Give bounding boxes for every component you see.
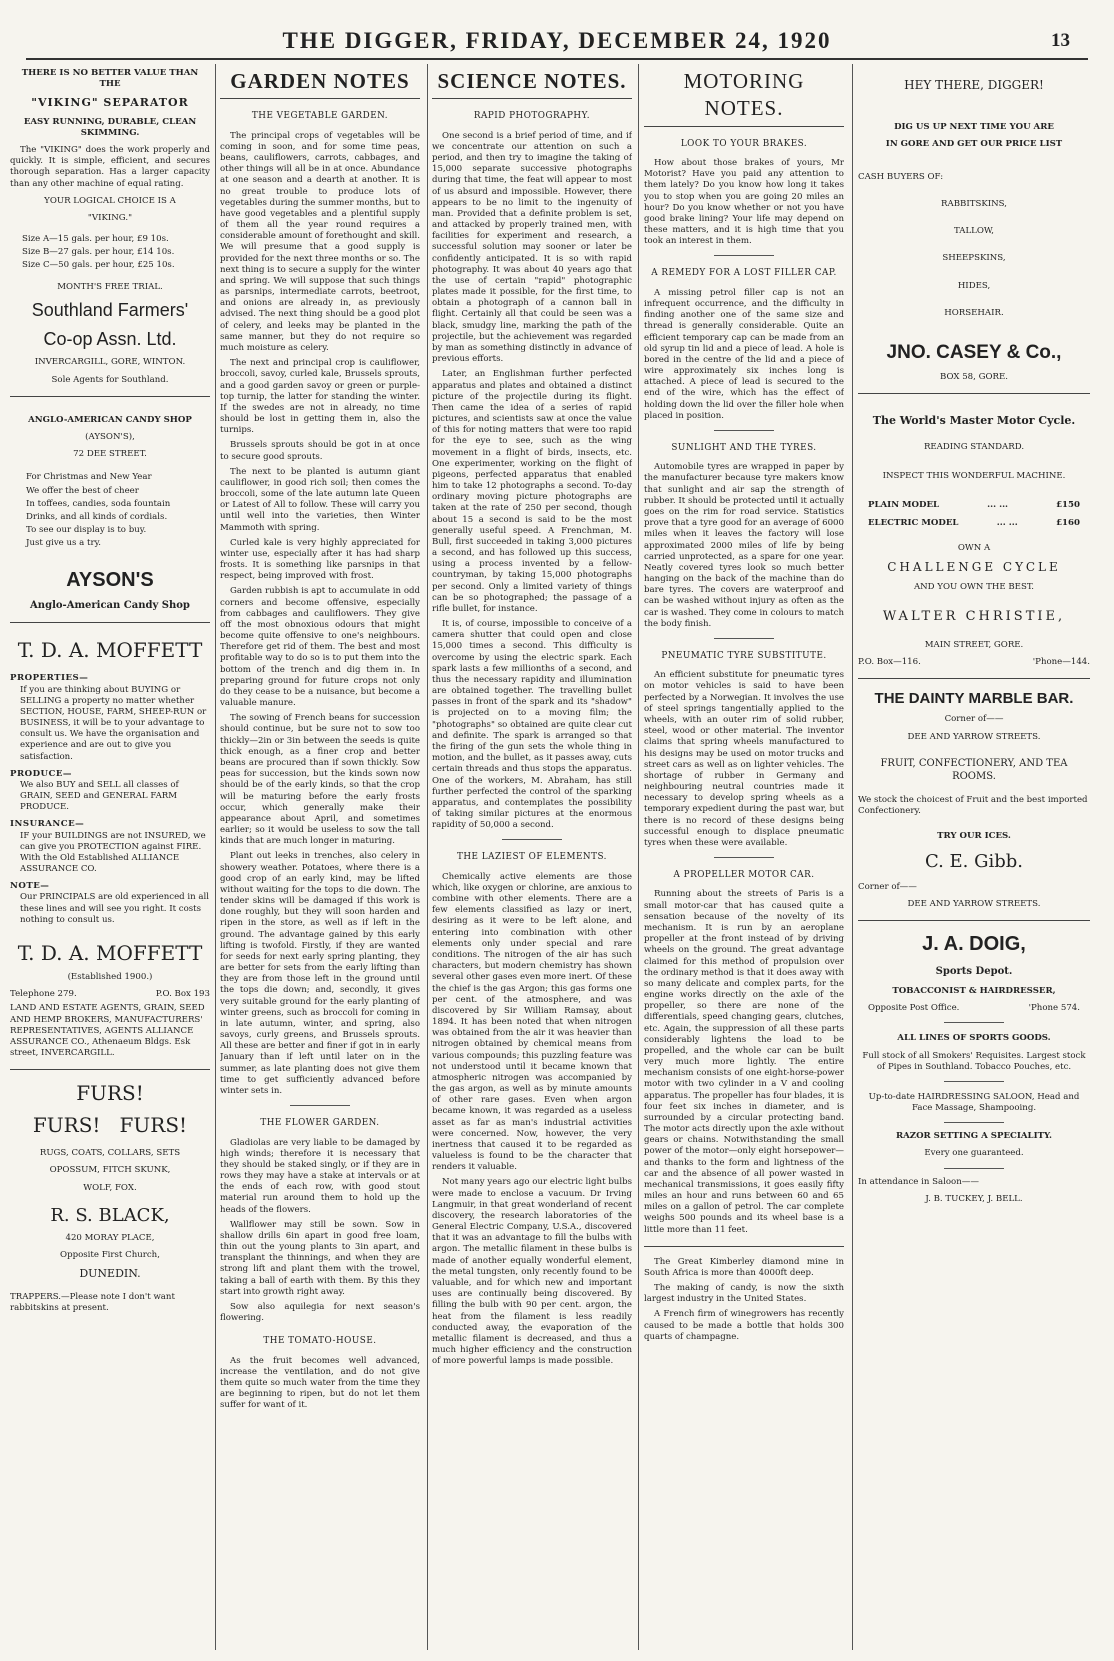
produce-label: PRODUCE— xyxy=(10,768,73,779)
free-trial: MONTH'S FREE TRIAL. xyxy=(57,281,163,292)
cash-buyers: CASH BUYERS OF: xyxy=(858,171,944,182)
insurance-label: INSURANCE— xyxy=(10,819,85,830)
viking-tagline: EASY RUNNING, DURABLE, CLEAN SKIMMING. xyxy=(23,116,197,138)
column-rule xyxy=(427,64,428,1650)
verse-line: To see our display is to buy. xyxy=(26,525,147,536)
doig-contact xyxy=(858,1003,1090,1014)
furs-heading-1: FURS! xyxy=(76,1081,144,1106)
world-master: The World's Master Motor Cycle. xyxy=(872,413,1076,427)
verse-line: In toffees, candies, soda fountain xyxy=(26,498,171,509)
trappers-note: TRAPPERS.—Please note I don't want rabbitskins at present. xyxy=(10,1291,175,1313)
aysons-title: AYSON'S xyxy=(66,569,154,592)
staff-names: J. B. TUCKEY, J. BELL. xyxy=(925,1193,1023,1204)
filler-item: A French firm of winegrowers has recently caused to be made a bottle that holds 300 quarts of champagne. xyxy=(644,1309,844,1342)
paragraph: As the fruit becomes well advanced, increase the ventilation, and do not give them quite so much water from the time they are beginning to ripen, but do not let them suffer for want of it. xyxy=(220,1355,420,1411)
viking-name: "VIKING" SEPARATOR xyxy=(31,96,189,110)
paragraph: It is, of course, impossible to conceive of a camera shutter that could open and close 15,000 times a second. This difficulty is overcome by using the electric spark. Each spark lasts a few millionths of a second, and thus the necessary rapidity and illumination are obtained together. The travelling bullet passes in front of the spark and its "shadow" is projected on to a moving film; the "photographs" so obtained are quite clear cut and definite. The spark is arranged so that the firing of the gun sets the whole thing in motion, and the bullet, as it passes away, cuts certain threads and thus stops the apparatus. One of the workers, M. Abraham, has still further perfected the control of the sparking apparatus, and contemplates the possibility of taking similar pictures at the enormous rapidity of 50,000 a second. xyxy=(432,619,632,831)
moffett-contact xyxy=(10,989,210,1000)
candy-address: 72 DEE STREET. xyxy=(73,449,147,460)
candy-verse xyxy=(26,472,210,549)
divider xyxy=(858,393,1090,394)
rapid-photography-title: RAPID PHOTOGRAPHY. xyxy=(473,111,591,122)
goods-item: HIDES, xyxy=(957,280,991,291)
column-rule xyxy=(852,64,853,1650)
viking-choice: YOUR LOGICAL CHOICE IS A xyxy=(44,195,176,206)
walter-contact xyxy=(858,657,1090,668)
casey-box: BOX 58, GORE. xyxy=(939,371,1008,382)
model-name: ELECTRIC MODEL xyxy=(868,517,959,528)
paragraph: Garden rubbish is apt to accumulate in odd corners and become offensive, especially from cabbages and cauliflowers. They give off the most obnoxious odours that might become quite offensive to one's neighbours. Therefore get rid of them. The best and most profitable way to do so is to put them into the bottom of the trench and dig them in. In preparing ground for future crops not only do they cease to be a nuisance, but become a valuable manure. xyxy=(220,586,420,709)
walter-christie: WALTER CHRISTIE, xyxy=(882,608,1066,624)
goods-item: RABBITSKINS, xyxy=(941,199,1007,210)
tomato-house-title: THE TOMATO-HOUSE. xyxy=(263,1336,377,1347)
verse-line: We offer the best of cheer xyxy=(26,485,139,496)
properties-text: If you are thinking about BUYING or SELLING a property no matter whether SECTION, HOUSE, FARM, SHEEP-RUN or BUSINESS, it will be to your advantage to consult us. We have the organisation and experience and are out to give you satisfaction. xyxy=(20,684,207,762)
filler-item: The Great Kimberley diamond mine in South Africa is more than 4000ft deep. xyxy=(644,1256,844,1278)
paragraph: Chemically active elements are those which, like oxygen or chlorine, are anxious to combine with other elements. There are a few elements classified as lazy or inert, desiring as it were to be left alone, and entering into combination with other elements only under special and rare conditions. The nitrogen of the air has such characters, but modern chemistry has shown several other gases even more inert. Of these the chief is the gas Argon; this gas forms one per cent. of the atmosphere, and was discovered by Sir William Ramsay, about 1894. It has been noted that when nitrogen was obtained from the air it was heavier than nitrogen obtained by chemical means from various compounds; this puzzling feature was not understood until it became known that atmospheric nitrogen was accompanied by the gas argon, as well as by minute amounts of other rare gases. Even when argon became known, it was regarded as a useless asset as far as man's industrial activities were concerned. Now, however, the very inertness that caused it to be regarded as valueless is found to be the character that renders it valuable. xyxy=(432,871,632,1173)
paragraph: The principal crops of vegetables will be coming in soon, and for some time peas, beans, cauliflowers, carrots, cabbages, and other things will all be in at once. Abundance at one season and a dearth at another. It is no great trouble to produce lots of vegetables during the summer months, but to have good vegetables and a plentiful supply of them all the year round requires a considerable amount of forethought and skill. We will presume that a good supply is provided for the next three months or so. The next thing is to secure a supply for the winter and spring. We will suppose that such things as parsnips, intermediate carrots, beetroot, and onions are already in, as previously advised. The next thing should be a good plot of celery, and leeks may be planted in the same manner, but they do not require so much moisture as celery. xyxy=(220,130,420,353)
furs-line: WOLF, FOX. xyxy=(83,1182,137,1193)
model-row xyxy=(858,518,1090,529)
fruit-rooms: FRUIT, CONFECTIONERY, AND TEA ROOMS. xyxy=(880,757,1068,782)
divider xyxy=(714,430,774,431)
black-address: 420 MORAY PLACE, xyxy=(65,1233,155,1244)
brakes-title: LOOK TO YOUR BRAKES. xyxy=(680,138,808,149)
opposite-post-office: Opposite Post Office. xyxy=(868,1003,960,1014)
paragraph: Sow also aquilegia for next season's flowering. xyxy=(220,1301,420,1324)
paragraph: Wallflower may still be sown. Sow in shallow drills 6in apart in good free loam, thin out the young plants to 3in apart, and transplant the thinnings, and when they are strong lift and plant them with the trowel, taking a ball of earth with them. By this they start into growth right away. xyxy=(220,1219,420,1297)
divider xyxy=(944,1022,1004,1023)
properties-label: PROPERTIES— xyxy=(10,673,89,684)
divider xyxy=(714,255,774,256)
divider xyxy=(10,622,210,623)
paragraph: Gladiolas are very liable to be damaged by high winds; therefore it is necessary that they should be staked singly, or if they are in rows they may have a stake at intervals or at the ends of each row, with good stout material run around them to hold up the heads of the flowers. xyxy=(220,1137,420,1215)
own-a: OWN A xyxy=(957,542,991,553)
paragraph: Curled kale is very highly appreciated for winter use, especially after it has had sharp frosts. It is something like parsnips in that respect, being improved with frost. xyxy=(220,537,420,582)
verse-line: For Christmas and New Year xyxy=(26,472,152,483)
attendance: In attendance in Saloon—— xyxy=(858,1176,979,1187)
column-advertisements-right xyxy=(858,64,1090,1650)
gibb-name: C. E. Gibb. xyxy=(924,851,1024,873)
smokers: Full stock of all Smokers' Requisites. Largest stock of Pipes in Southland. Tobacco Pouches, etc. xyxy=(862,1050,1086,1072)
flower-garden-title: THE FLOWER GARDEN. xyxy=(260,1118,380,1129)
viking-choice-name: "VIKING." xyxy=(87,212,133,223)
moffett-title: T. D. A. MOFFETT xyxy=(17,638,203,663)
furs-heading-2: FURS! FURS! xyxy=(32,1113,188,1138)
model-dots: ... ... xyxy=(987,500,1009,511)
black-name: R. S. BLACK, xyxy=(50,1204,170,1226)
pneumatic-title: PNEUMATIC TYRE SUBSTITUTE. xyxy=(661,650,827,661)
aysons-subtitle: Anglo-American Candy Shop xyxy=(30,600,190,612)
masthead-title: THE DIGGER, FRIDAY, DECEMBER 24, 1920 xyxy=(282,28,832,53)
viking-body: The "VIKING" does the work properly and quickly. It is simple, efficient, and secures thorough separation. Has a larger capacity than any other machine of equal rating. xyxy=(10,144,210,189)
paragraph: A missing petrol filler cap is not an infrequent occurrence, and the difficulty in finding another one of the same size and thread is generally considerable. Quite an efficient temporary cap can be made from an old syrup tin lid and a piece of lead. A hole is bored in the centre of the lid and a piece of wire approximately six inches long is attached. A piece of lead is secured to the end of the wire, which has the effect of holding down the lid over the filler hole when placed in position. xyxy=(644,287,844,421)
paragraph: The next and principal crop is cauliflower, broccoli, savoy, curled kale, Brussels sprouts, and a good garden savoy or green or purple-top turnip, the latter for standing the winter. If the swedes are not in already, no time should be lost in getting them in, also the turnips. xyxy=(220,358,420,436)
paragraph: Later, an Englishman further perfected apparatus and plates and obtained a distinct picture of the projectile during its flight. Then came the idea of a series of rapid pictures, and scientists saw at once the value of this for noting matters that were too rapid for the eye to see, such as the wing movement in a flight of birds, insects, etc. One experimenter, working on the flight of pigeons, perfected apparatus that enabled him to take 12 photographs a second. To-day ordinary moving picture photographs are taken at the rate of 250 per second, though about 15 a second is said to be the most generally useful speed. A Frenchman, M. Bull, first succeeded in taking 3,000 pictures a second, and has followed up this success, using a process invented by a fellow-countryman, by taking 15,000 photographs per second. Only a limited variety of things can be so photographed; the passage of a rifle bullet, for instance. xyxy=(432,369,632,614)
garden-notes-heading: GARDEN NOTES xyxy=(220,68,420,99)
po-box: P.O. Box 193 xyxy=(155,989,210,1000)
motoring-notes-heading: MOTORING NOTES. xyxy=(644,68,844,127)
paragraph: The sowing of French beans for succession should continue, but be sure not to sow too thickly—2in or 3in between the seeds is quite thick enough, as a finer crop and better beans are procured than if sown thickly. Sow peas for succession, but the kinds sown now should be of the early kinds, so that the crop will be maturing before the early frosts occur, which generally make their appearance about April, and sometimes earlier; so it would be useless to sow the tall kinds that are much longer in maturing. xyxy=(220,713,420,847)
column-motoring-notes xyxy=(644,64,844,1650)
viking-intro: THERE IS NO BETTER VALUE THAN THE xyxy=(21,68,199,90)
verse-line: Drinks, and all kinds of cordials. xyxy=(26,511,168,522)
southland-agents: Sole Agents for Southland. xyxy=(51,374,169,385)
phone: 'Phone—144. xyxy=(1032,656,1090,667)
size-line: Size C—50 gals. per hour, £25 10s. xyxy=(22,260,175,271)
column-rule xyxy=(638,64,639,1650)
dee-yarrow-2: DEE AND YARROW STREETS. xyxy=(907,898,1041,909)
southland-name-2: Co-op Assn. Ltd. xyxy=(43,329,177,350)
moffett-roles: LAND AND ESTATE AGENTS, GRAIN, SEED AND HEMP BROKERS, MANUFACTURERS' REPRESENTATIVES, AGENTS ALLIANCE ASSURANCE CO., Athenaeum Bldgs. Esk street, INVERCARGILL. xyxy=(10,1003,205,1059)
divider xyxy=(714,857,774,858)
verse-line: Just give us a try. xyxy=(26,538,102,549)
stock-line: We stock the choicest of Fruit and the best imported Confectionery. xyxy=(858,794,1088,816)
paragraph: Not many years ago our electric light bulbs were made to enclose a vacuum. Dr Irving Langmuir, in that great wonderland of recent discovery, the research laboratories of the General Electric Company, U.S.A., discovered that it was an advantage to fill the bulbs with argon. The metallic filament in these bulbs is made of another equally wonderful element, the metal tungsten, only recently found to be valuable, and for which new and important uses are continually being discovered. By filling the bulb with 90 per cent. argon, the heat from the filament is less readily conducted away, the evaporation of the metallic filament is decreased, and thus a much higher efficiency and the construction of more powerful lamps is made possible. xyxy=(432,1177,632,1367)
paragraph: Automobile tyres are wrapped in paper by the manufacturer because tyre makers know that sunlight and air sap the strength of rubber. It should be protected until it actually goes on the rim for road service. Statistics prove that a tyre good for an average of 6000 miles when it leaves the factory will lose approximated 2000 miles of life by being carried unprotected, as a spare for one year. Neatly covered tyres look so much better hanging on the back of the machine than do bare tyres. The covers are waterproof and can be washed without injury as often as the car is washed. They come in colours to match the body finish. xyxy=(644,462,844,629)
viking-sizes xyxy=(22,234,210,272)
corner-of-2: Corner of—— xyxy=(858,881,917,892)
masthead xyxy=(26,28,1088,60)
science-notes-heading: SCIENCE NOTES. xyxy=(432,68,632,99)
casey-name: JNO. CASEY & Co., xyxy=(886,341,1062,363)
model-name: PLAIN MODEL xyxy=(868,500,940,511)
size-line: Size B—27 gals. per hour, £14 10s. xyxy=(22,247,175,258)
divider xyxy=(10,396,210,397)
goods-item: HORSEHAIR. xyxy=(944,307,1004,318)
divider xyxy=(944,1168,1004,1169)
divider xyxy=(644,1246,844,1247)
column-advertisements-left xyxy=(10,64,210,1650)
propeller-car-title: A PROPELLER MOTOR CAR. xyxy=(673,870,815,881)
goods-item: TALLOW, xyxy=(954,226,994,237)
divider xyxy=(858,920,1090,921)
note-text: Our PRINCIPALS are old experienced in all these lines and will see you right. It costs nothing to consult us. xyxy=(20,892,210,925)
divider xyxy=(858,678,1090,679)
southland-name-1: Southland Farmers' xyxy=(31,299,189,320)
furs-line: OPOSSUM, FITCH SKUNK, xyxy=(49,1165,171,1176)
hey-digger: HEY THERE, DIGGER! xyxy=(904,78,1044,92)
goods-item: SHEEPSKINS, xyxy=(942,253,1006,264)
divider xyxy=(502,839,562,840)
tobacconist: TOBACCONIST & HAIRDRESSER, xyxy=(892,986,1056,997)
established: (Established 1900.) xyxy=(67,971,153,982)
challenge-cycle: CHALLENGE CYCLE xyxy=(887,559,1061,574)
sports-depot: Sports Depot. xyxy=(935,966,1013,978)
try-ices: TRY OUR ICES. xyxy=(937,831,1011,842)
column-garden-notes xyxy=(220,64,420,1650)
phone-574: 'Phone 574. xyxy=(1028,1003,1080,1014)
black-city: DUNEDIN. xyxy=(79,1267,141,1281)
paragraph: The next to be planted is autumn giant cauliflower, in good rich soil; then comes the broccoli, some of the late autumn late Queen or Latest of All to follow. These will carry you until well into the varieties, then Winter Mammoth with spring. xyxy=(220,466,420,533)
produce-text: We also BUY and SELL all classes of GRAIN, SEED and GENERAL FARM PRODUCE. xyxy=(20,779,179,813)
divider xyxy=(10,1069,210,1070)
insurance-text: IF your BUILDINGS are not INSURED, we can give you PROTECTION against FIRE. With the Old Established ALLIANCE ASSURANCE CO. xyxy=(20,830,206,875)
paragraph: How about those brakes of yours, Mr Motorist? Have you paid any attention to them lately? Do you know how long it takes you to stop when you are going 20 miles an hour? Do you know whether or not you have good brake lining? Your life may depend on these matters, and it is high time that you took an interest in them. xyxy=(644,158,844,247)
guaranteed: Every one guaranteed. xyxy=(924,1148,1024,1159)
moffett-title-2: T. D. A. MOFFETT xyxy=(17,940,203,965)
razor-setting: RAZOR SETTING A SPECIALITY. xyxy=(895,1131,1053,1142)
size-line: Size A—15 gals. per hour, £9 10s. xyxy=(22,234,169,245)
paragraph: An efficient substitute for pneumatic tyres on motor vehicles is said to have been perfected by a Norwegian. It involves the use of steel springs tangentially applied to the wheels, with an outer rim of solid rubber, steel, wood or other material. The inventor claims that spring wheels manufactured to his designs may be used on motor trucks and street cars as well as on lighter vehicles. The shortage of rubber in Germany and neighbouring neutral countries made it necessary to develop spring wheels as a temporary expedient during the past war, but there is no record of these designs being successful enough to displace pneumatic tyres when these were available. xyxy=(644,670,844,848)
note-label: NOTE— xyxy=(10,881,50,892)
model-price: £160 xyxy=(1056,517,1080,528)
divider xyxy=(714,638,774,639)
filler-item: The making of candy, is now the sixth largest industry in the United States. xyxy=(644,1283,844,1305)
vegetable-garden-title: THE VEGETABLE GARDEN. xyxy=(251,111,389,122)
filler-cap-title: A REMEDY FOR A LOST FILLER CAP. xyxy=(651,268,837,279)
reading-standard: READING STANDARD. xyxy=(923,442,1025,453)
model-row xyxy=(858,500,1090,511)
model-dots: ... ... xyxy=(996,517,1018,528)
divider xyxy=(944,1122,1004,1123)
divider xyxy=(944,1081,1004,1082)
paragraph: Plant out leeks in trenches, also celery in showery weather. Potatoes, where there is a good crop of an early kind, may be lifted without waiting for the tops to die down. The tender skins will be damaged if this work is done roughly, but they will soon harden and ripen in the store, as well as if left in the ground. The advantage gained by this early lifting is twofold. Firstly, if they are wanted for seeds for next early spring planting, they are better for sets from the early lifting than they are from those left in the ground until the tops die down; and, secondly, it gives very suitable ground for the early planting of winter greens, such as broccoli for coming in in late autumn, winter, and spring, also savoys, curly greens, and Brussels sprouts. All these are better and finer if got in in early January than if left until later on in the summer, as late planting does not give them time to get sufficiently advanced before winter sets in. xyxy=(220,851,420,1096)
main-street: MAIN STREET, GORE. xyxy=(924,639,1024,650)
model-price: £150 xyxy=(1056,500,1080,511)
telephone: Telephone 279. xyxy=(10,989,77,1000)
furs-line: RUGS, COATS, COLLARS, SETS xyxy=(39,1148,181,1159)
page-number: 13 xyxy=(1051,30,1070,51)
dig-line-2: IN GORE AND GET OUR PRICE LIST xyxy=(885,138,1063,149)
southland-places: INVERCARGILL, GORE, WINTON. xyxy=(34,357,186,368)
doig-name: J. A. DOIG, xyxy=(922,933,1026,956)
paragraph: Running about the streets of Paris is a small motor-car that has caused quite a sensation because of the novelty of its mechanism. It is run by an aeroplane propeller at the front instead of by driving wheels on the ground. The great advantage claimed for this method of propulsion over the ordinary method is that it does away with so many delicate and complex parts, for the engine works directly on the axle of the propeller, so there are none of the differentials, speed changing gears, clutches, etc. Again, the suppression of all these parts considerably lightens the load to be propelled, and the whole car can be built very much more lightly. The entire mechanism consists of one eight-horse-power motor with two cylinder in a V and cooling apparatus. The propeller has four blades, it is four feet six inches in diameter, and is surrounded by a circular protecting band. The motor acts directly upon the axle without gears or chains. Notwithstanding the small power of the motor—only eight horsepower—and thanks to the form and lightness of the car and the absence of all power wasted in mechanical transmissions, it goes easily fifty miles an hour and runs between 60 and 65 miles on a gallon of petrol. The car complete weighs 500 pounds and its wheel base is a little more than 11 feet. xyxy=(644,889,844,1235)
paragraph: One second is a brief period of time, and if we concentrate our attention on such a period, and then try to imagine the taking of 15,000 separate successive photographs during that time, the feat will appear to most of us absurd and impossible. However, there appears to be no limit to the ingenuity of man. Provided that a definite problem is set, and attacked by properly trained men, with facilities for experiment and research, a successful solution may sooner or later be confidently anticipated. It is so with rapid photography. It was about 40 years ago that the use of certain "rapid" photographic plates made it possible, for the first time, to obtain a photograph of a cannon ball in flight. Certainly all that could be seen was a black, smudgy line, marking the path of the projectile, but the achievement was regarded by man as something distinctly in advance of previous efforts. xyxy=(432,130,632,365)
candy-owner: (AYSON'S), xyxy=(85,432,135,442)
column-rule xyxy=(215,64,216,1650)
laziest-elements-title: THE LAZIEST OF ELEMENTS. xyxy=(457,852,607,863)
corner-of: Corner of—— xyxy=(944,714,1004,725)
divider xyxy=(290,1105,350,1106)
paragraph: Brussels sprouts should be got in at once to secure good sprouts. xyxy=(220,440,420,462)
dainty-marble-bar: THE DAINTY MARBLE BAR. xyxy=(874,689,1074,707)
candy-title: ANGLO-AMERICAN CANDY SHOP xyxy=(28,414,192,425)
black-opposite: Opposite First Church, xyxy=(60,1250,160,1261)
po-box: P.O. Box—116. xyxy=(858,656,921,667)
sports-goods: ALL LINES OF SPORTS GOODS. xyxy=(897,1033,1051,1044)
inspect: INSPECT THIS WONDERFUL MACHINE. xyxy=(882,471,1066,482)
own-best: AND YOU OWN THE BEST. xyxy=(913,581,1035,592)
dee-yarrow: DEE AND YARROW STREETS. xyxy=(907,731,1041,742)
dig-line-1: DIG US UP NEXT TIME YOU ARE xyxy=(894,121,1054,132)
sunlight-tyres-title: SUNLIGHT AND THE TYRES. xyxy=(671,442,817,453)
column-science-notes xyxy=(432,64,632,1650)
saloon: Up-to-date HAIRDRESSING SALOON, Head and Face Massage, Shampooing. xyxy=(868,1091,1080,1114)
